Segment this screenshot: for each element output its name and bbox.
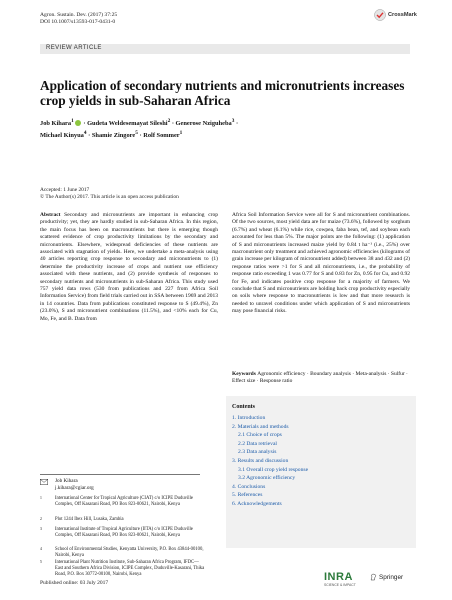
inra-tagline: SCIENCE & IMPACT xyxy=(324,583,356,587)
toc-item-references[interactable]: 5. References xyxy=(232,492,263,499)
affiliation xyxy=(40,527,215,547)
affiliation xyxy=(40,547,215,560)
affiliation-text: Plot 1244 Ibex Hill, Lusaka, Zambia xyxy=(55,517,124,522)
toc-item-overall-yield[interactable]: 3.1 Overall crop yield response xyxy=(238,466,309,473)
toc-item-choice-of-crops[interactable]: 2.1 Choice of crops xyxy=(238,432,282,439)
crossmark-label: CrossMark xyxy=(388,12,417,18)
author-list xyxy=(40,117,410,140)
article-title: Application of secondary nutrients and micronutrients increases crop yields in sub-Saharan Africa xyxy=(40,78,405,108)
author-affil-sup: 1 xyxy=(179,129,183,136)
affiliation xyxy=(40,560,215,580)
toc-item-data-analysis[interactable]: 2.3 Data analysis xyxy=(238,449,277,456)
affiliation-number: 1 xyxy=(40,496,42,500)
article-type-bar xyxy=(40,44,410,54)
contact-email[interactable]: j.kihara@cgiar.org xyxy=(55,484,94,491)
abstract-right-column: Africa Soil Information Service were all for S and micronutrient combinations. Of the two sources, most yield data are for maize (73.6%), followed by sorghum (6.7%) and wheat (6.1%) while rice, cowpea, faba bean, tef, and soybean each accounted for less than 5%. The major points are the following: (1) application of S and micronutrients increased maize yield by 0.84 t ha⁻¹ (i.e., 25%) over macronutrient only treatment and achieved agronomic efficiencies (kilograms of grain increase per kilogram of micronutrient added) between 38 and 432 and (2) response ratios were >1 for S and all micronutrients, i.e., the probability of response ratio exceeding 1 was 0.77 for S and 0.83 for Zn, 0.95 for Cu, and 0.92 for Fe, and indicates positive crop response for a majority of farmers. We conclude that S and micronutrients are holding back crop productivity especially on soils where response to macronutrients is low and that more research is needed to unravel conditions under which application of S and micronutrients may pose financial risks. xyxy=(232,212,410,315)
author-affil-sup: 4 xyxy=(83,129,87,136)
toc-item-materials-methods[interactable]: 2. Materials and methods xyxy=(232,423,289,430)
journal-citation xyxy=(40,12,117,26)
doi-line[interactable]: DOI 10.1007/s13593-017-0431-0 xyxy=(40,19,116,26)
toc-item-acknowledgements[interactable]: 6. Acknowledgements xyxy=(232,500,282,507)
author-name[interactable]: Michael Kinyua xyxy=(40,131,84,139)
author-affil-sup: 2 xyxy=(167,118,171,124)
affiliation-text: International Center for Tropical Agriculture (CIAT) c/o ICIPE Duduville Complex, Off Kasarani Road, PO Box 823-00621, Nairobi, Kenya xyxy=(55,496,193,507)
affiliation-number: 2 xyxy=(40,517,42,521)
article-type: REVIEW ARTICLE xyxy=(46,45,102,51)
springer-logo xyxy=(370,573,403,581)
affiliation-text: International Plant Nutrition Institute, Sub-Saharan Africa Program, IFDC—East and Southern Africa Division, ICIPE Complex, Duduville-Kasarani, Thika Road, P.O. Box 30772-00100, Nairobi, Kenya xyxy=(55,560,205,577)
author-name[interactable]: · Shamie Zingore xyxy=(86,131,136,139)
affiliation-number: 5 xyxy=(40,560,42,564)
corresponding-author xyxy=(40,478,94,491)
inra-logo: INRA xyxy=(324,571,353,583)
envelope-icon xyxy=(40,479,48,485)
toc-item-data-retrieval[interactable]: 2.2 Data retrieval xyxy=(238,440,277,447)
toc-item-agronomic-efficiency[interactable]: 3.2 Agronomic efficiency xyxy=(238,475,296,482)
author-affil-sup: 5 xyxy=(135,129,138,136)
keywords-label: Keywords xyxy=(232,371,256,377)
springer-label: Springer xyxy=(379,573,404,581)
author-name[interactable]: · Generose Nziguheba xyxy=(170,120,232,128)
affiliation-text: International Institute of Tropical Agriculture (IITA) c/o ICIPE Duduville Complex, Off Kasarani Road, PO Box 823-00621, Nairobi, Kenya xyxy=(55,527,193,538)
toc-list xyxy=(232,414,412,509)
author-name[interactable]: · Rolf Sommer xyxy=(137,131,180,139)
abstract-text-left: Secondary and micronutrients are important in enhancing crop productivity; yet, they are hardly studied in sub-Saharan Africa. In this region, the main focus has been on macronutrients but there is emerging though scattered evidence of crop productivity limitations by the secondary and micronutrients. Elsewhere, widespread deficiencies of these nutrients are associated with stagnation of yields. Here, we undertake a meta-analysis using 40 articles reporting crop response to secondary and micronutrients to (1) determine the productivity increase of crops and nutrient use efficiency associated with these nutrients, and (2) provide synthesis of responses to secondary nutrients and micronutrients in sub-Saharan Africa. This study used 757 yield data rows (530 from publications and 227 from Africa Soil Information Service) from field trials carried out in SSA between 1969 and 2013 in 14 countries. Data from publications constituted response to S (49.4%), Zn (23.0%), S and micronutrient combinations (11.5%), and <10% each for Cu, Mo, Fe, and B. Data from xyxy=(40,212,219,322)
abstract-label: Abstract xyxy=(40,212,61,218)
author-affil-sup: 3 xyxy=(231,118,235,124)
accepted-date: Accepted: 1 June 2017 xyxy=(40,187,90,193)
author-name[interactable]: Job Kihara xyxy=(40,120,72,128)
affiliation-number: 3 xyxy=(40,527,42,531)
crossmark-icon xyxy=(374,9,386,21)
springer-horse-icon xyxy=(370,573,377,581)
affiliation xyxy=(40,496,215,516)
keywords xyxy=(232,371,410,386)
keywords-text: Agronomic efficiency · Boundary analysis · Meta-analysis · Sulfur · Effect size · Response ratio xyxy=(232,371,408,385)
toc-item-introduction[interactable]: 1. Introduction xyxy=(232,415,266,421)
orcid-icon[interactable] xyxy=(75,120,81,126)
contents-title: Contents xyxy=(232,404,256,410)
footnote-rule xyxy=(40,474,200,475)
journal-line: Agron. Sustain. Dev. (2017) 37:25 xyxy=(40,12,118,18)
author-name[interactable]: · Gudeta Weldesemayat Sileshi xyxy=(81,120,168,128)
toc-item-results-discussion[interactable]: 3. Results and discussion xyxy=(232,457,289,464)
abstract-left-column xyxy=(40,212,218,323)
affiliation-number: 4 xyxy=(40,547,42,551)
contact-name: Job Kihara xyxy=(55,478,78,484)
toc-item-conclusions[interactable]: 4. Conclusions xyxy=(232,483,266,490)
author-separator: · xyxy=(234,120,239,128)
affiliation xyxy=(40,517,215,525)
crossmark-badge[interactable] xyxy=(374,8,424,22)
publication-history xyxy=(40,187,340,200)
copyright-line: © The Author(s) 2017. This article is an open access publication xyxy=(40,193,179,200)
author-affil-sup: 1 xyxy=(71,118,74,124)
published-date: Published online: 03 July 2017 xyxy=(40,580,109,586)
affiliation-text: School of Environmental Studies, Kenyatta University, P.O. Box 43844-00100, Nairobi, Kenya xyxy=(55,547,204,558)
